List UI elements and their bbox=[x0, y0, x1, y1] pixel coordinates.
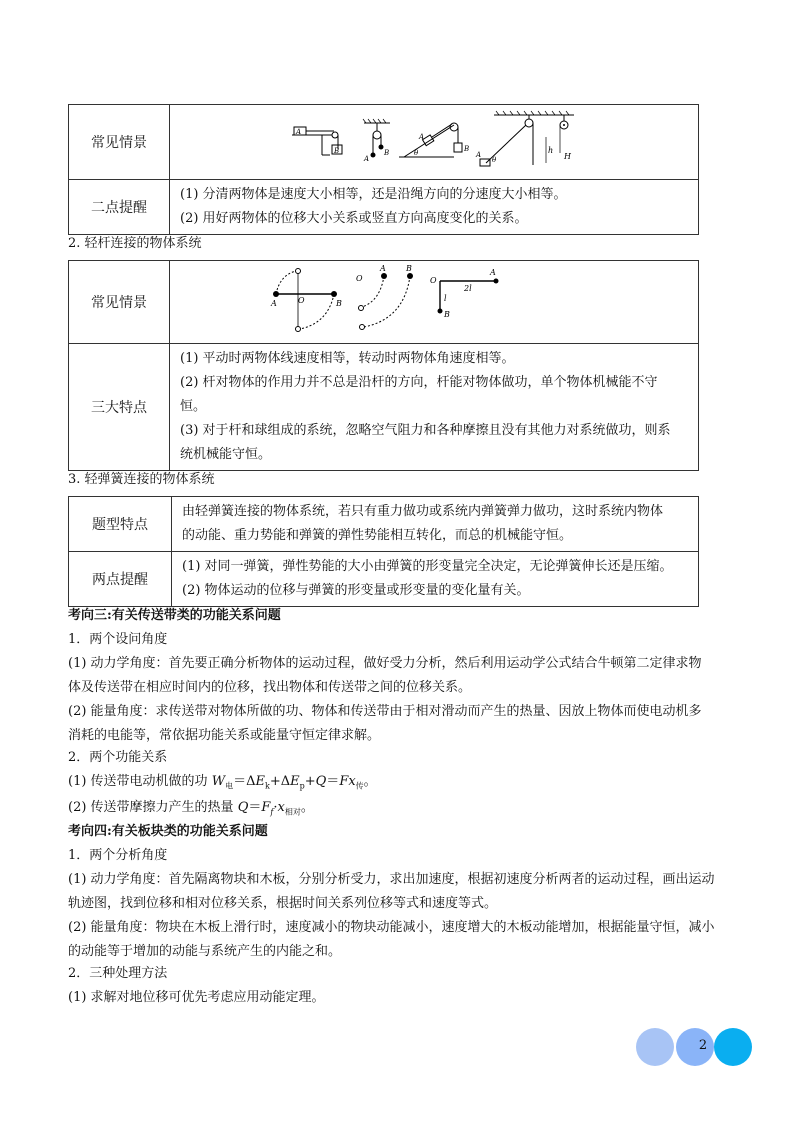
direction-3-heading: 考向三:有关传送带类的功能关系问题 bbox=[68, 608, 281, 623]
direction-4-heading: 考向四:有关板块类的功能关系问题 bbox=[68, 824, 268, 839]
svg-text:h: h bbox=[548, 146, 554, 155]
type-feature-label: 题型特点 bbox=[69, 497, 172, 552]
type-feature-content bbox=[172, 497, 699, 552]
svg-text:B: B bbox=[444, 310, 450, 319]
para-line: (2) 能量角度：物块在木板上滑行时，速度减小的物块动能减小，速度增大的木板动能增加，根据能量守恒，减小 bbox=[68, 920, 715, 935]
formula-friction-heat: (2) 传送带摩擦力产生的热量 $Q=F_f\cdot x_{相对}$。 bbox=[68, 800, 314, 817]
svg-text:B: B bbox=[336, 299, 342, 308]
svg-text:A: A bbox=[490, 268, 496, 277]
section-2-heading: 2. 轻杆连接的物体系统 bbox=[68, 236, 202, 251]
reminder-line-1: (1) 分清两物体是速度大小相等，还是沿绳方向的分速度大小相等。 bbox=[180, 187, 567, 202]
para-line: 的动能等于增加的动能与系统产生的内能之和。 bbox=[68, 944, 342, 959]
direction-4-sub1: 1．两个分析角度 bbox=[68, 848, 168, 863]
svg-text:B: B bbox=[384, 149, 390, 157]
svg-text:A: A bbox=[364, 155, 370, 163]
direction-3-sub2: 2．两个功能关系 bbox=[68, 750, 168, 765]
direction-3-dynamics-para bbox=[68, 652, 736, 700]
scenario-label-2: 常见情景 bbox=[69, 261, 170, 344]
svg-text:B: B bbox=[406, 264, 412, 273]
svg-text:B: B bbox=[464, 145, 470, 153]
svg-text:θ: θ bbox=[414, 149, 419, 157]
svg-text:B: B bbox=[334, 147, 340, 155]
reminder-line-2: (2) 用好两物体的位移大小关系或竖直方向高度变化的关系。 bbox=[180, 211, 528, 226]
para-line: 轨迹图，找到位移和相对位移关系，根据时间关系列位移等式和速度等式。 bbox=[68, 896, 498, 911]
two-point-line-1: (1) 对同一弹簧，弹性势能的大小由弹簧的形变量完全决定，无论弹簧伸长还是压缩。 bbox=[182, 559, 673, 574]
direction-4-dynamics-para bbox=[68, 868, 736, 916]
feature-line-1: (1) 平动时两物体线速度相等，转动时两物体角速度相等。 bbox=[180, 351, 515, 366]
section-3-heading: 3. 轻弹簧连接的物体系统 bbox=[68, 472, 215, 487]
svg-text:A: A bbox=[419, 133, 425, 141]
direction-4-last-line: (1) 求解对地位移可优先考虑应用动能定理。 bbox=[68, 990, 325, 1005]
para-line: (2) 能量角度：求传送带对物体所做的功、物体和传送带由于相对滑动而产生的热量、因放上物体而使电动机多 bbox=[68, 704, 702, 719]
two-point-line-2: (2) 物体运动的位移与弹簧的形变量或形变量的变化量有关。 bbox=[182, 583, 530, 598]
page-circle-left bbox=[636, 1028, 674, 1066]
svg-text:A: A bbox=[271, 299, 277, 308]
feature-line-2: (2) 杆对物体的作用力并不总是沿杆的方向，杆能对物体做功，单个物体机械能不守 bbox=[180, 375, 658, 390]
rod-system-table bbox=[68, 260, 699, 471]
rod-scenarios-figure bbox=[170, 261, 699, 344]
page-number-badge bbox=[636, 1028, 756, 1068]
svg-text:l: l bbox=[444, 294, 447, 303]
para-line: 体及传送带在相应时间内的位移，找出物体和传送带之间的位移关系。 bbox=[68, 680, 472, 695]
direction-3-energy-para bbox=[68, 700, 736, 748]
rope-system-table bbox=[68, 104, 699, 235]
page-number: 2 bbox=[698, 1038, 708, 1053]
para-line: (1) 动力学角度：首先要正确分析物体的运动过程，做好受力分析，然后利用运动学公式结合牛顿第二定律求物 bbox=[68, 656, 702, 671]
feature-line-5: 统机械能守恒。 bbox=[180, 447, 272, 462]
rope-pulley-diagrams bbox=[174, 105, 694, 175]
features-label: 三大特点 bbox=[69, 344, 170, 471]
direction-4-sub2: 2．三种处理方法 bbox=[68, 966, 168, 981]
features-content bbox=[170, 344, 699, 471]
rod-rotation-diagrams bbox=[224, 261, 644, 339]
svg-text:A: A bbox=[476, 151, 482, 159]
type-feature-line-1: 由轻弹簧连接的物体系统，若只有重力做功或系统内弹簧弹力做功，这时系统内物体 bbox=[182, 504, 664, 519]
svg-text:A: A bbox=[380, 264, 386, 273]
rope-scenarios-figure bbox=[170, 105, 699, 180]
reminder-label: 二点提醒 bbox=[69, 180, 170, 235]
two-point-label: 两点提醒 bbox=[69, 552, 172, 607]
two-point-content bbox=[172, 552, 699, 607]
scenario-label: 常见情景 bbox=[69, 105, 170, 180]
feature-line-3: 恒。 bbox=[180, 399, 207, 414]
svg-text:O: O bbox=[356, 274, 363, 283]
para-line: 消耗的电能等，常依据功能关系或能量守恒定律求解。 bbox=[68, 728, 381, 743]
spring-system-table bbox=[68, 496, 699, 607]
direction-4-energy-para bbox=[68, 916, 736, 964]
reminder-content bbox=[170, 180, 699, 235]
svg-text:A: A bbox=[296, 128, 302, 136]
para-line: (1) 动力学角度：首先隔离物块和木板，分别分析受力，求出加速度，根据初速度分析两者的运动过程，画出运动 bbox=[68, 872, 715, 887]
formula-motor-work: (1) 传送带电动机做的功 $W_电=\Delta E_k+\Delta E_p+Q=Fx_传$。 bbox=[68, 774, 377, 791]
type-feature-line-2: 的动能、重力势能和弹簧的弹性势能相互转化，而总的机械能守恒。 bbox=[182, 528, 573, 543]
svg-text:θ: θ bbox=[492, 156, 497, 164]
svg-text:H: H bbox=[564, 152, 571, 161]
feature-line-4: (3) 对于杆和球组成的系统，忽略空气阻力和各种摩擦且没有其他力对系统做功，则系 bbox=[180, 423, 671, 438]
svg-text:O: O bbox=[430, 276, 437, 285]
page-circle-right bbox=[714, 1028, 752, 1066]
direction-3-sub1: 1．两个设问角度 bbox=[68, 632, 168, 647]
svg-text:2l: 2l bbox=[464, 284, 472, 293]
svg-text:O: O bbox=[298, 296, 305, 305]
